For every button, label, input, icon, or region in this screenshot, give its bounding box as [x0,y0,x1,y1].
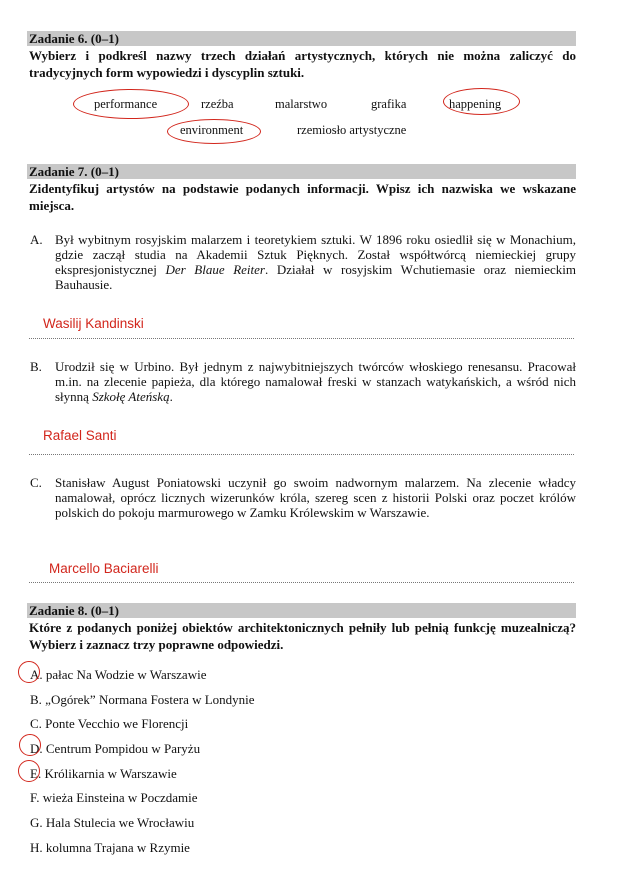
option-rzezba[interactable]: rzeźba [201,97,234,111]
option-performance[interactable]: performance [94,97,158,111]
option-grafika[interactable]: grafika [371,97,407,111]
task7-header: Zadanie 7. (0–1) [27,164,576,179]
answer-line-a [29,338,574,339]
item-c-letter: C. [30,475,42,490]
item-b-text-main: Urodził się w Urbino. Był jednym z najwybitniejszych twórców włoskiego renesansu. Pracował m.in. na zlecenie papieża, dla którego namalował freski w stanzach watykańskich, a wśród nich słynną [55,359,576,404]
option-b[interactable]: B. „Ogórek” Normana Fostera w Londynie [30,692,255,707]
option-malarstwo[interactable]: malarstwo [275,97,328,111]
item-a-letter: A. [30,232,43,247]
option-e-circle-mark [18,760,40,782]
task8-instruction: Które z podanych poniżej obiektów architektonicznych pełniły lub pełnią funkcję muzealniczą? Wybierz i zaznacz trzy poprawne odpowiedzi. [29,620,576,652]
option-environment[interactable]: environment [180,123,244,137]
option-d[interactable]: D. Centrum Pompidou w Paryżu [30,741,201,756]
option-rzemioslo[interactable]: rzemiosło artystyczne [297,123,407,137]
item-b-text-italic: Szkołę Ateńską [92,389,170,404]
item-c-text: Stanisław August Poniatowski uczynił go swoim nadwornym malarzem. Na zlecenie władcy namalował, oprócz licznych wizerunków króla, szereg scen z historii Polski oraz poczet królów polskich do pokoju marmurowego w Zamku Królewskim w Warszawie. [55,475,576,520]
item-a-text-end: . Działał w rosyjskim Wchutiemasie oraz niemieckim Bauhausie. [55,262,576,292]
item-b-text-end: . [169,389,173,404]
item-a-text [55,232,576,292]
task7-instruction: Zidentyfikuj artystów na podstawie podanych informacji. Wpisz ich nazwiska we wskazane miejsca. [29,181,576,213]
option-g[interactable]: G. Hala Stulecia we Wrocławiu [30,815,195,830]
option-a-circle-mark [18,661,40,683]
performance-circle-mark [73,89,189,119]
task8-header: Zadanie 8. (0–1) [27,603,576,618]
answer-line-b [29,454,574,455]
item-a-text-italic: Der Blaue Reiter [165,262,265,277]
happening-circle-mark [443,88,520,115]
answer-a[interactable]: Wasilij Kandinski [43,316,144,331]
item-b-text [55,359,576,404]
answer-c[interactable]: Marcello Baciarelli [49,561,159,576]
option-c[interactable]: C. Ponte Vecchio we Florencji [30,716,189,731]
option-h[interactable]: H. kolumna Trajana w Rzymie [30,840,190,855]
answer-b[interactable]: Rafael Santi [43,428,117,443]
task6-instruction: Wybierz i podkreśl nazwy trzech działań artystycznych, których nie można zaliczyć do tradycyjnych form wypowiedzi i dyscyplin sztuki. [29,48,576,80]
task6-header: Zadanie 6. (0–1) [27,31,576,46]
option-f[interactable]: F. wieża Einsteina w Poczdamie [30,790,198,805]
item-b-letter: B. [30,359,42,374]
option-d-circle-mark [19,734,41,756]
option-happening[interactable]: happening [449,97,502,111]
item-a-text-main: Był wybitnym rosyjskim malarzem i teoretykiem sztuki. W 1896 roku osiedlił się w Monachium, gdzie zaczął studia na Akademii Sztuk Pięknych. Został współtwórcą niemieckiej grupy ekspresjonistycznej [55,232,576,277]
option-e[interactable]: E. Królikarnia w Warszawie [30,766,177,781]
option-a[interactable]: A. pałac Na Wodzie w Warszawie [30,667,207,682]
answer-line-c [29,582,574,583]
environment-circle-mark [167,119,261,144]
